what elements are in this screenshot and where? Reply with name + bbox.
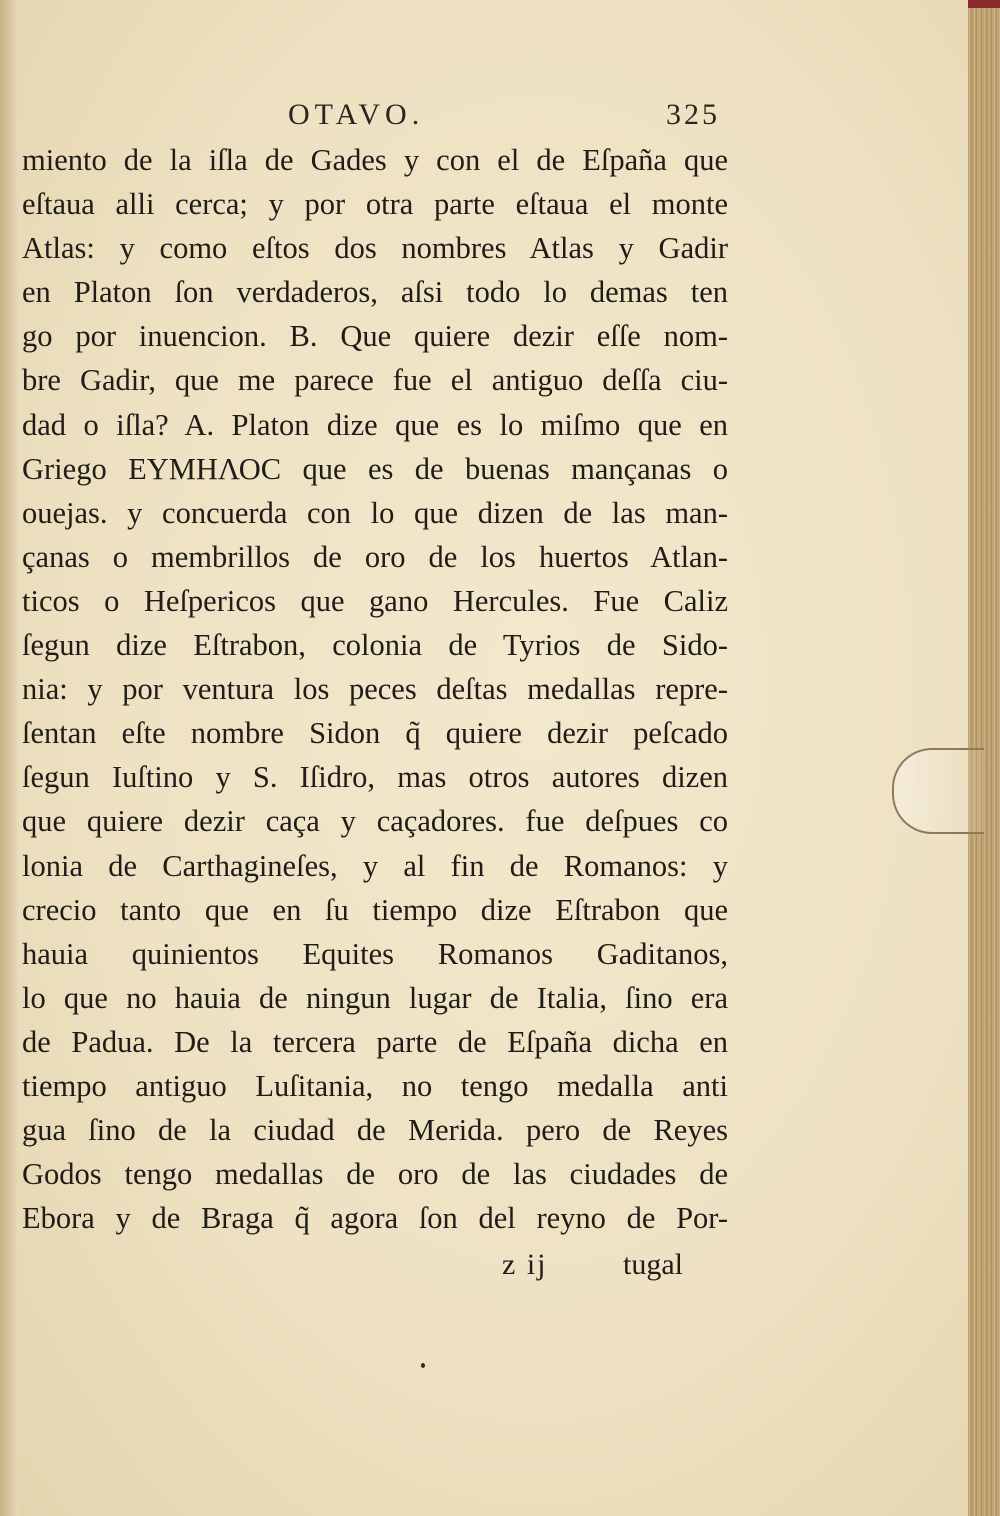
text-line: gua ſino de la ciudad de Merida. pero de Reyes	[22, 1113, 728, 1148]
text-line: Atlas: y como eſtos dos nombres Atlas y Gadir	[22, 231, 728, 266]
text-line: tiempo antiguo Luſitania, no tengo medalla anti	[22, 1068, 728, 1103]
running-head: OTAVO.	[288, 98, 425, 131]
text-line: ouejas. y concuerda con lo que dizen de las man-	[22, 495, 728, 530]
catchword: tugal	[623, 1248, 683, 1281]
page-gutter	[0, 0, 18, 1516]
body-text	[22, 138, 728, 1240]
text-line: eſtaua alli cerca; y por otra parte eſtaua el monte	[22, 187, 728, 222]
text-line: Godos tengo medallas de oro de las ciudades de	[22, 1157, 728, 1192]
bookmark-tab	[892, 748, 984, 834]
text-line: lo que no hauia de ningun lugar de Italia, ſino era	[22, 980, 728, 1015]
text-line: Griego ΕΥΜΗΛΟC que es de buenas mançanas o	[22, 451, 728, 486]
ink-spot	[421, 1363, 425, 1368]
text-line: en Platon ſon verdaderos, aſsi todo lo demas ten	[22, 275, 728, 310]
text-line: ſentan eſte nombre Sidon q̃ quiere dezir peſcado	[22, 716, 728, 751]
text-line: nia: y por ventura los peces deſtas medallas repre-	[22, 672, 728, 707]
text-line: ticos o Heſpericos que gano Hercules. Fue Caliz	[22, 583, 728, 618]
text-line: que quiere dezir caça y caçadores. fue deſpues co	[22, 804, 728, 839]
text-line: Ebora y de Braga q̃ agora ſon del reyno de Por-	[22, 1201, 728, 1236]
page-footer	[18, 1248, 738, 1292]
text-line: dad o iſla? A. Platon dize que es lo miſmo que en	[22, 407, 728, 442]
text-line: miento de la iſla de Gades y con el de Eſpaña que	[22, 143, 728, 177]
text-line: çanas o membrillos de oro de los huertos Atlan-	[22, 539, 728, 574]
text-line: de Padua. De la tercera parte de Eſpaña dicha en	[22, 1024, 728, 1059]
text-line: lonia de Carthagineſes, y al fin de Romanos: y	[22, 848, 728, 883]
text-line: hauia quinientos Equites Romanos Gaditanos,	[22, 936, 728, 971]
text-line: bre Gadir, que me parece fue el antiguo deſſa ciu-	[22, 363, 728, 398]
text-line: ſegun dize Eſtrabon, colonia de Tyrios de Sido-	[22, 628, 728, 663]
text-line: ſegun Iuſtino y S. Iſidro, mas otros autores dizen	[22, 760, 728, 795]
page-header	[18, 98, 738, 138]
page-edge-top	[968, 0, 1000, 8]
text-line: crecio tanto que en ſu tiempo dize Eſtrabon que	[22, 892, 728, 927]
text-line: go por inuencion. B. Que quiere dezir eſſe nom-	[22, 319, 728, 354]
signature-mark: z ij	[502, 1248, 548, 1281]
page-number: 325	[666, 98, 720, 131]
